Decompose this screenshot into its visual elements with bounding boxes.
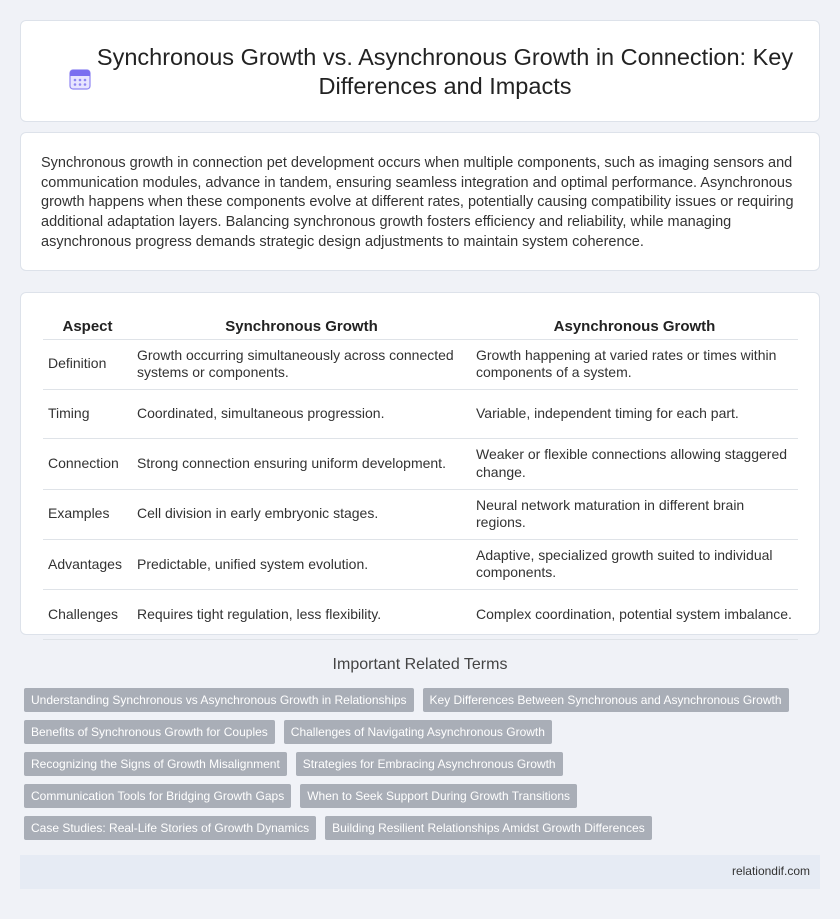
table-row — [43, 590, 798, 640]
asynchronous-cell: Complex coordination, potential system imbalance. — [471, 590, 798, 640]
aspect-cell: Timing — [43, 389, 132, 439]
column-header-aspect: Aspect — [43, 312, 132, 339]
table-row — [43, 339, 798, 389]
aspect-cell: Connection — [43, 439, 132, 489]
synchronous-cell: Predictable, unified system evolution. — [132, 539, 471, 589]
comparison-table — [43, 312, 798, 640]
asynchronous-cell: Neural network maturation in different brain regions. — [471, 489, 798, 539]
synchronous-cell: Strong connection ensuring uniform development. — [132, 439, 471, 489]
comparison-card — [20, 292, 820, 635]
table-row — [43, 539, 798, 589]
asynchronous-cell: Growth happening at varied rates or times within components of a system. — [471, 339, 798, 389]
intro-card — [20, 132, 820, 271]
related-term-tag[interactable]: Case Studies: Real-Life Stories of Growth Dynamics — [24, 816, 316, 840]
synchronous-cell: Requires tight regulation, less flexibility. — [132, 590, 471, 640]
asynchronous-cell: Adaptive, specialized growth suited to individual components. — [471, 539, 798, 589]
related-term-tag[interactable]: Understanding Synchronous vs Asynchronous Growth in Relationships — [24, 688, 414, 712]
intro-paragraph: Synchronous growth in connection pet development occurs when multiple components, such as imaging sensors and communication modules, advance in tandem, ensuring seamless integration and optimal performance. Asynchronous growth happens when these components evolve at different rates, potentially causing compatibility issues or requiring additional adaptation layers. Balancing synchronous growth fosters efficiency and reliability, while managing asynchronous progress demands strategic design adjustments to maintain system coherence. — [41, 155, 794, 250]
related-term-tag[interactable]: Challenges of Navigating Asynchronous Growth — [284, 720, 552, 744]
related-term-tag[interactable]: Building Resilient Relationships Amidst Growth Differences — [325, 816, 652, 840]
table-row — [43, 439, 798, 489]
title-card — [20, 20, 820, 122]
related-term-tag[interactable]: Strategies for Embracing Asynchronous Growth — [296, 752, 563, 776]
aspect-cell: Challenges — [43, 590, 132, 640]
related-terms-list — [24, 688, 804, 840]
related-terms-heading: Important Related Terms — [332, 656, 508, 673]
asynchronous-cell: Weaker or flexible connections allowing staggered change. — [471, 439, 798, 489]
asynchronous-cell: Variable, independent timing for each part. — [471, 389, 798, 439]
aspect-cell: Advantages — [43, 539, 132, 589]
column-header-synchronous: Synchronous Growth — [132, 312, 471, 339]
table-row — [43, 489, 798, 539]
page-title: Synchronous Growth vs. Asynchronous Growth in Connection: Key Differences and Impacts — [96, 44, 794, 99]
related-term-tag[interactable]: When to Seek Support During Growth Transitions — [300, 784, 577, 808]
table-row — [43, 389, 798, 439]
footer — [20, 855, 820, 889]
aspect-cell: Examples — [43, 489, 132, 539]
footer-site-link[interactable]: relationdif.com — [731, 864, 810, 878]
table-header-row — [43, 312, 798, 339]
column-header-asynchronous: Asynchronous Growth — [471, 312, 798, 339]
synchronous-cell: Growth occurring simultaneously across connected systems or components. — [132, 339, 471, 389]
synchronous-cell: Coordinated, simultaneous progression. — [132, 389, 471, 439]
related-term-tag[interactable]: Recognizing the Signs of Growth Misalignment — [24, 752, 287, 776]
related-term-tag[interactable]: Communication Tools for Bridging Growth Gaps — [24, 784, 291, 808]
related-term-tag[interactable]: Key Differences Between Synchronous and Asynchronous Growth — [423, 688, 789, 712]
related-term-tag[interactable]: Benefits of Synchronous Growth for Couples — [24, 720, 275, 744]
aspect-cell: Definition — [43, 339, 132, 389]
synchronous-cell: Cell division in early embryonic stages. — [132, 489, 471, 539]
